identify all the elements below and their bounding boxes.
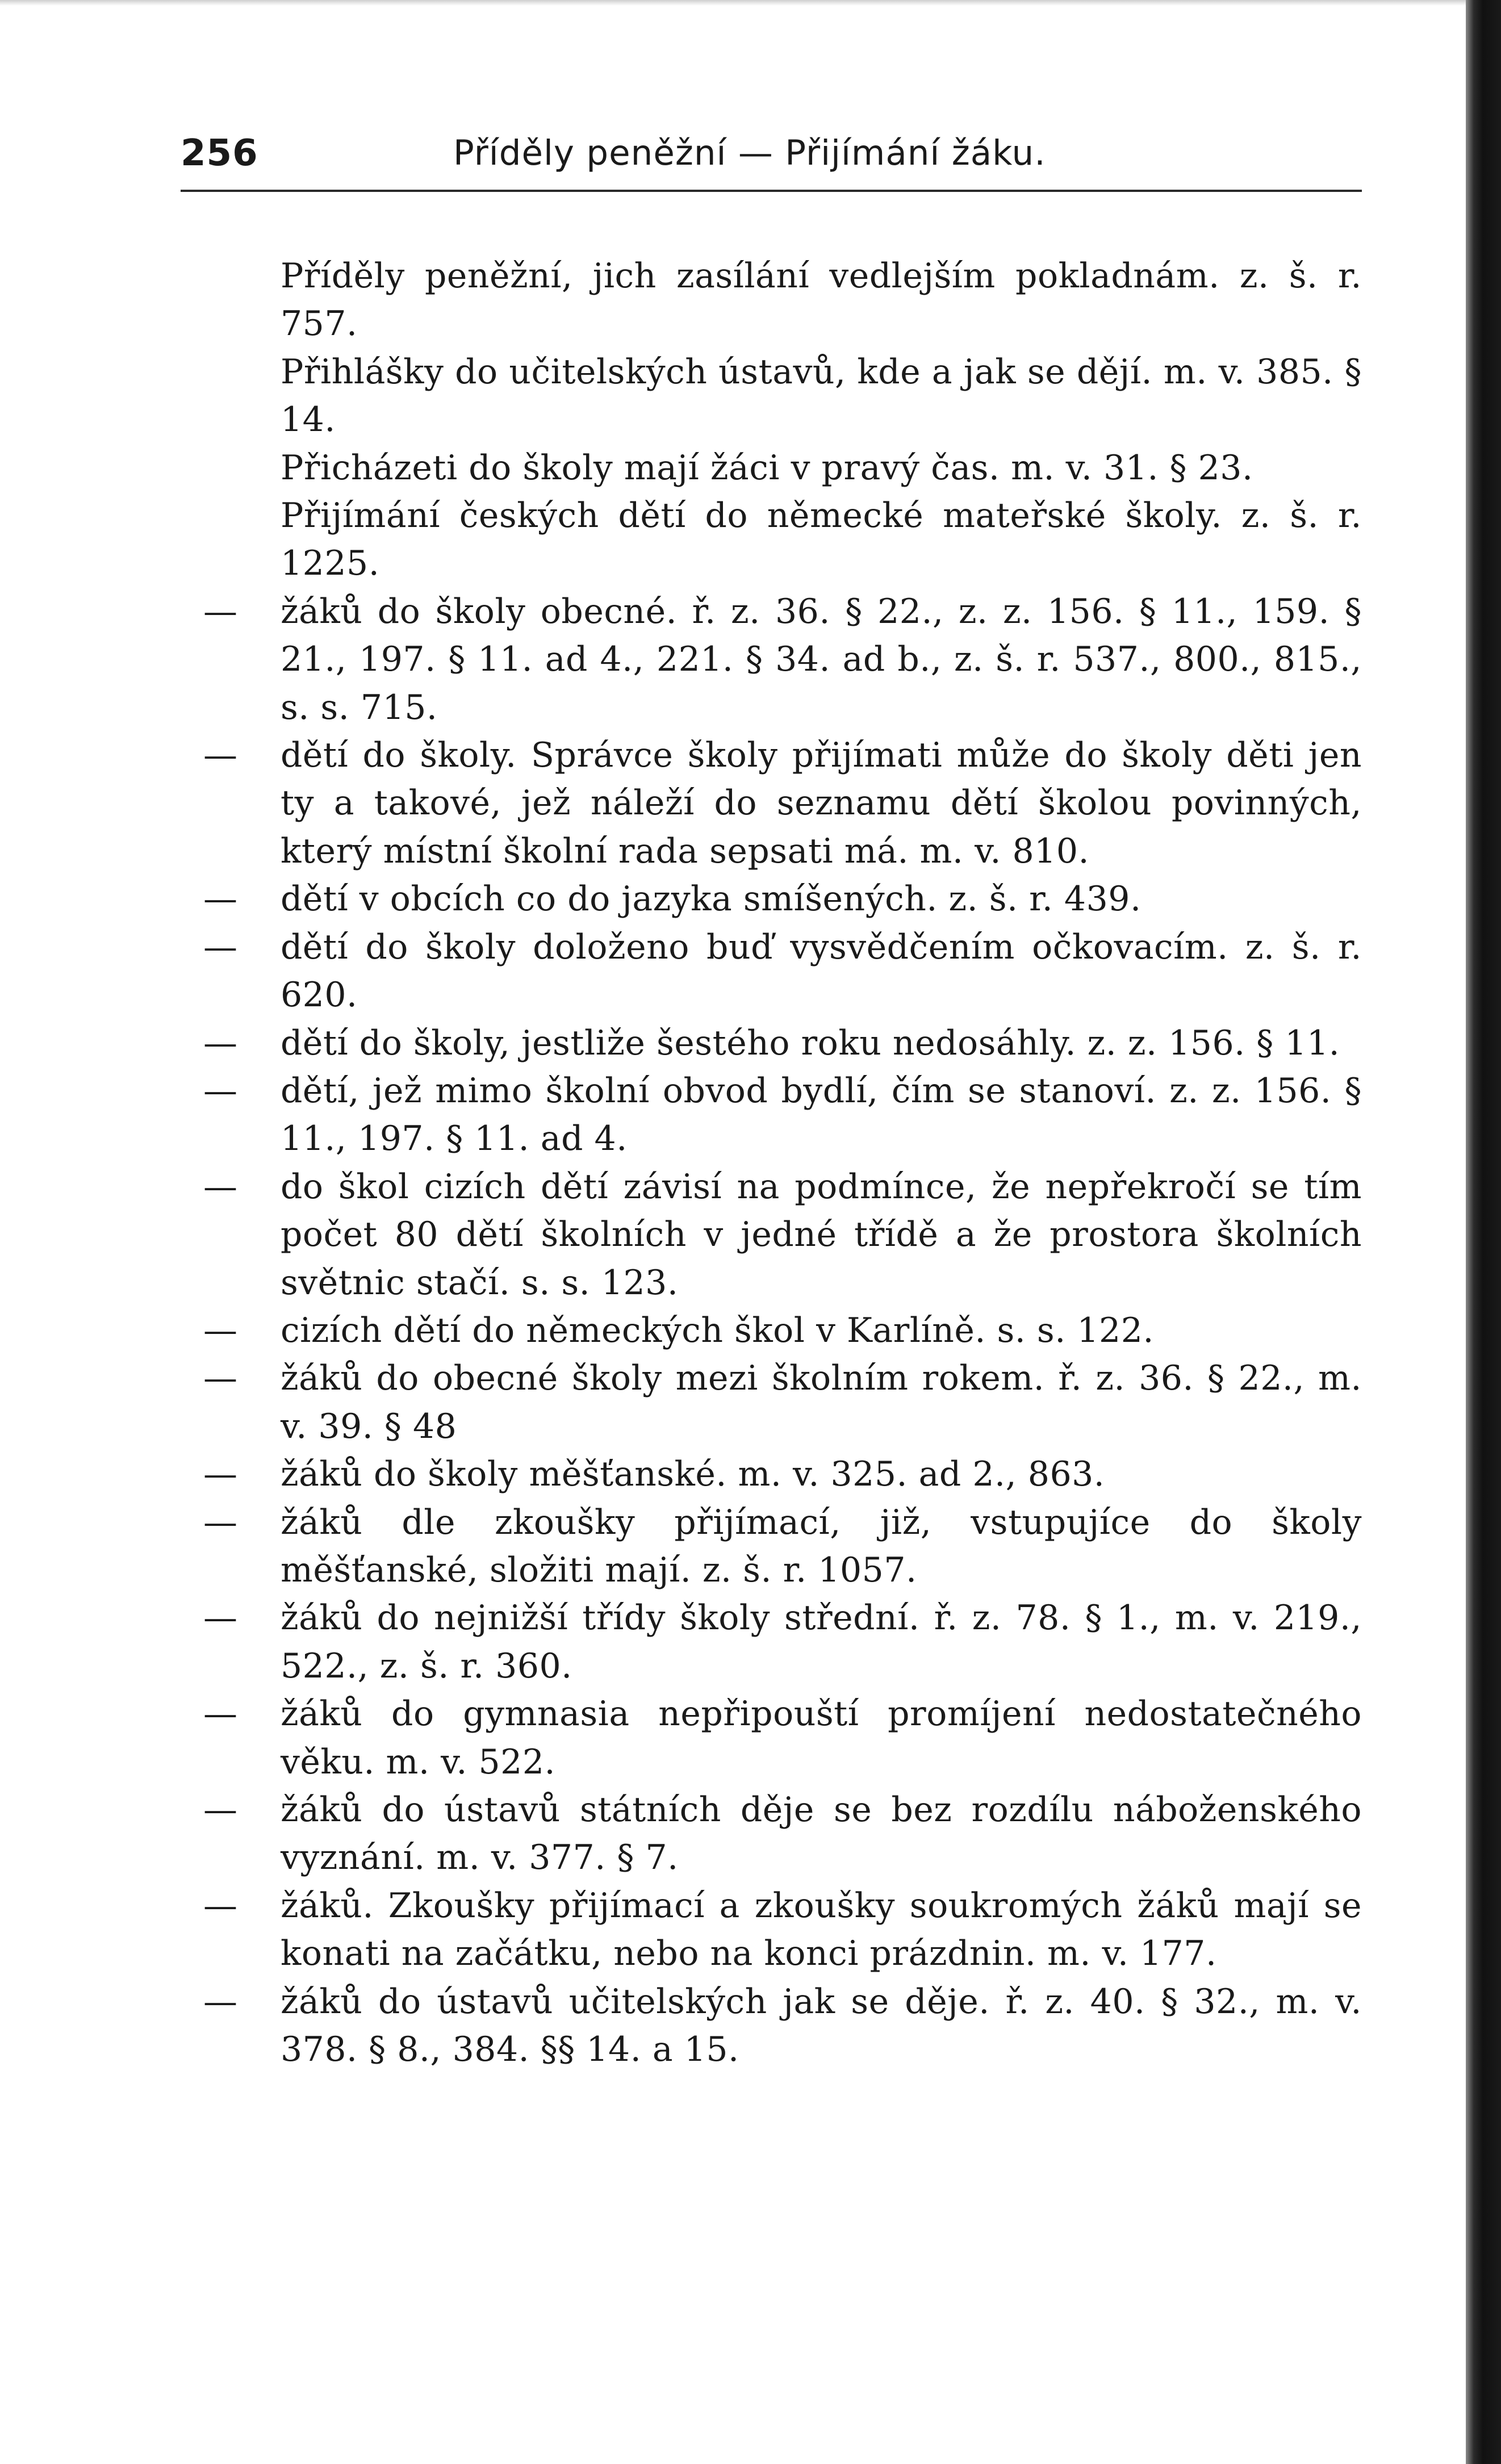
index-subentry (181, 1786, 1362, 1882)
index-subentry (181, 731, 1362, 875)
entry-text: cizích dětí do německých škol v Karlíně. s. s. 122. (281, 1310, 1154, 1350)
index-subentry (181, 1019, 1362, 1067)
entry-dash: — (203, 879, 238, 919)
index-subentry (181, 1594, 1362, 1690)
entry-text: Přicházeti do školy mají žáci v pravý čas. m. v. 31. § 23. (281, 447, 1253, 488)
entry-text: žáků do školy měšťanské. m. v. 325. ad 2., 863. (281, 1454, 1105, 1495)
entry-text: žáků do ústavů státních děje se bez rozdílu náboženského vyznání. m. v. 377. § 7. (281, 1790, 1362, 1878)
index-subentry (181, 1163, 1362, 1307)
index-subentry (181, 923, 1362, 1019)
entry-text: dětí do školy, jestliže šestého roku nedosáhly. z. z. 156. § 11. (281, 1023, 1340, 1063)
entry-text: dětí v obcích co do jazyka smíšených. z. š. r. 439. (281, 879, 1142, 919)
entry-dash: — (203, 1310, 238, 1350)
entry-text: dětí, jež mimo školní obvod bydlí, čím se stanoví. z. z. 156. § 11., 197. § 11. ad 4. (281, 1070, 1362, 1159)
index-subentry (181, 1690, 1362, 1786)
entry-dash: — (203, 1885, 238, 1926)
index-entries (181, 252, 1362, 2073)
entry-text: žáků do ústavů učitelských jak se děje. ř. z. 40. § 32., m. v. 378. § 8., 384. §§ 14. a 15. (281, 1981, 1362, 2070)
index-subentry (181, 1067, 1362, 1163)
page-header (181, 122, 1362, 185)
index-entry (181, 348, 1362, 444)
entry-text: dětí do školy. Správce školy přijímati může do školy děti jen ty a takové, jež náleží do seznamu dětí školou povinných, který místní školní rada sepsati má. m. v. 810. (281, 735, 1362, 871)
index-entry (181, 252, 1362, 348)
entry-dash: — (203, 1981, 238, 2022)
running-head: Příděly peněžní — Přijímání žáku. (453, 133, 1046, 173)
entry-dash: — (203, 1358, 238, 1399)
entry-text: žáků dle zkoušky přijímací, již, vstupujíce do školy měšťanské, složiti mají. z. š. r. 1057. (281, 1502, 1362, 1590)
index-subentry (181, 1978, 1362, 2074)
book-spine-edge (1466, 0, 1501, 2464)
entry-dash: — (203, 927, 238, 967)
entry-text: žáků. Zkoušky přijímací a zkoušky soukromých žáků mají se konati na začátku, nebo na konci prázdnin. m. v. 177. (281, 1885, 1362, 1974)
entry-dash: — (203, 1598, 238, 1638)
entry-dash: — (203, 1790, 238, 1830)
entry-text: žáků do obecné školy mezi školním rokem. ř. z. 36. § 22., m. v. 39. § 48 (281, 1358, 1362, 1446)
page-top-edge (0, 0, 1501, 6)
index-subentry (181, 875, 1362, 923)
page-number: 256 (181, 132, 258, 174)
entry-text: Přihlášky do učitelských ústavů, kde a jak se dějí. m. v. 385. § 14. (281, 352, 1362, 440)
entry-text: Příděly peněžní, jich zasílání vedlejším pokladnám. z. š. r. 757. (281, 256, 1362, 344)
header-rule (181, 190, 1362, 192)
entry-dash: — (203, 1070, 238, 1111)
index-entry (181, 444, 1362, 492)
index-subentry (181, 1499, 1362, 1595)
index-subentry (181, 1882, 1362, 1978)
entry-dash: — (203, 1023, 238, 1063)
index-entry (181, 492, 1362, 588)
entry-text: žáků do nejnižší třídy školy střední. ř. z. 78. § 1., m. v. 219., 522., z. š. r. 360. (281, 1598, 1362, 1686)
entry-dash: — (203, 591, 238, 631)
entry-dash: — (203, 735, 238, 776)
entry-text: žáků do školy obecné. ř. z. 36. § 22., z. z. 156. § 11., 159. § 21., 197. § 11. ad 4., 221. § 34. ad b., z. š. r. 537., 800., 815., s. s. 715. (281, 591, 1362, 727)
index-subentry (181, 1354, 1362, 1450)
entry-text: dětí do školy doloženo buď vysvědčením očkovacím. z. š. r. 620. (281, 927, 1362, 1015)
entry-text: do škol cizích dětí závisí na podmínce, že nepřekročí se tím počet 80 dětí školních v jedné třídě a že prostora školních světnic stačí. s. s. 123. (281, 1166, 1362, 1303)
entry-text: žáků do gymnasia nepřipouští promíjení nedostatečného věku. m. v. 522. (281, 1694, 1362, 1782)
index-subentry (181, 1450, 1362, 1498)
entry-dash: — (203, 1166, 238, 1207)
entry-dash: — (203, 1502, 238, 1542)
entry-text: Přijímání českých dětí do německé mateřské školy. z. š. r. 1225. (281, 496, 1362, 584)
index-subentry (181, 588, 1362, 731)
entry-dash: — (203, 1694, 238, 1734)
entry-dash: — (203, 1454, 238, 1495)
index-subentry (181, 1307, 1362, 1354)
